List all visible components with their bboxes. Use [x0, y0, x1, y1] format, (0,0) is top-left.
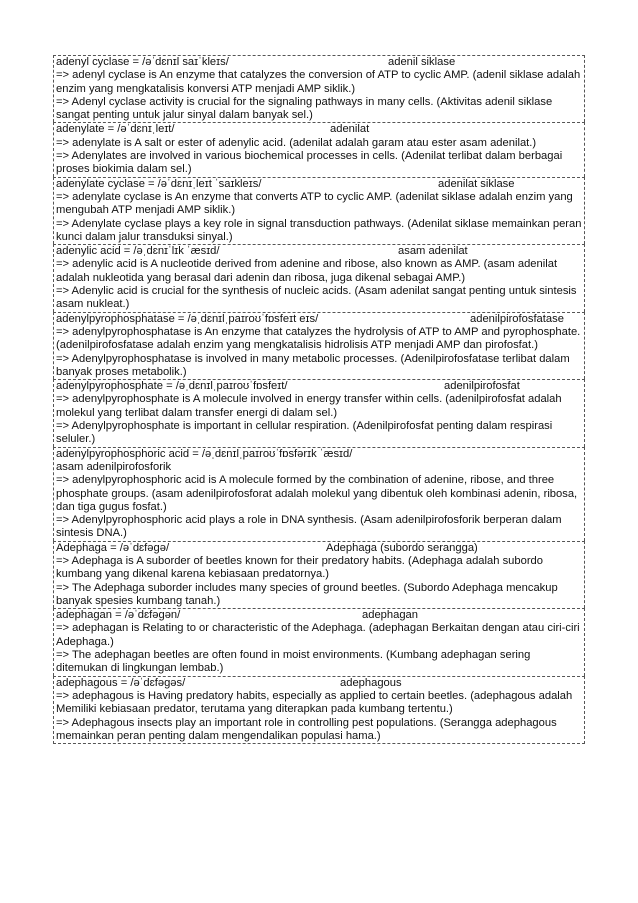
definition-text: => adenyl cyclase is An enzyme that catalyzes the conversion of ATP to cyclic AMP. (adenil siklase adalah enzim yang mengkatalisis konversi ATP menjadi AMP siklik.) [56, 69, 581, 95]
entry-header [56, 609, 582, 622]
glossary-entry [53, 312, 585, 379]
definition-text: => adenylpyrophosphatase is An enzyme that catalyzes the hydrolysis of ATP to AMP and pyrophosphate. (adenilpirofosfatase adalah enzim yang mengkatalisis hidrolisis ATP menjadi AMP dan pirofosfat.) [56, 325, 581, 352]
glossary-entry [53, 676, 585, 744]
translation-gloss: Adephaga (subordo serangga) [326, 541, 478, 554]
definition-text: => adenylate is A salt or ester of adenylic acid. (adenilat adalah garam atau ester asam adenilat.) [56, 136, 537, 149]
headword-pronunciation: adenylic acid = /əˌdɛnɪˈlɪk ˈæsɪd/ [56, 245, 220, 258]
entry-header [56, 313, 582, 326]
definition-text: => adenylic acid is A nucleotide derived from adenine and ribose, also known as AMP. (asam adenilat adalah nukleotida yang berasal dari adenin dan ribosa, juga dikenal sebagai AMP.) [56, 258, 558, 284]
glossary-entry [53, 122, 585, 176]
entry-header [56, 56, 582, 69]
translation-gloss: adenil siklase [388, 56, 456, 68]
definition-text: => adenylpyrophosphate is A molecule involved in energy transfer within cells. (adenilpirofosfat adalah molekul yang terlibat dalam transfer energi di dalam sel.) [56, 393, 562, 419]
entry-header [56, 178, 582, 191]
example-sentence: => The adephagan beetles are often found in moist environments. (Kumbang adephagan sering ditemukan di lingkungan lembab.) [56, 649, 531, 675]
example-sentence: => Adenylpyrophosphatase is involved in many metabolic processes. (Adenilpirofosfatase terlibat dalam banyak proses metabolik.) [56, 352, 570, 378]
glossary-sheet [53, 55, 585, 744]
example-sentence: => Adenylates are involved in various biochemical processes in cells. (Adenilat terlibat dalam berbagai proses biokimia dalam sel.) [56, 150, 563, 176]
headword-pronunciation: adenylpyrophosphate = /əˌdɛnɪlˌpaɪroʊˈfɒsfeɪt/ [56, 380, 288, 393]
definition-text: => adenylate cyclase is An enzyme that converts ATP to cyclic AMP. (adenilat siklase adalah enzim yang mengubah ATP menjadi AMP siklik.) [56, 190, 573, 217]
headword-pronunciation: adephagan = /əˈdɛfəgən/ [56, 609, 181, 622]
translation-gloss: adephagous [340, 676, 402, 689]
headword-pronunciation: adenylate = /əˈdɛnɪˌleɪt/ [56, 123, 175, 136]
entry-header [56, 123, 582, 136]
translation-gloss: asam adenilat [398, 245, 468, 258]
definition-text: => Adephaga is A suborder of beetles known for their predatory habits. (Adephaga adalah subordo kumbang yang dikenal karena kebiasaan predatornya.) [56, 554, 543, 581]
headword-pronunciation: adenylate cyclase = /əˈdɛnɪˌleɪt ˈsaɪkleɪs/ [56, 177, 262, 190]
translation-gloss: asam adenilpirofosforik [56, 460, 172, 473]
definition-text: => adephagan is Relating to or characteristic of the Adephaga. (adephagan Berkaitan dengan atau ciri-ciri Adephaga.) [56, 622, 580, 648]
example-sentence: => The Adephaga suborder includes many species of ground beetles. (Subordo Adephaga mencakup banyak spesies kumbang tanah.) [56, 581, 558, 607]
example-sentence: => Adenyl cyclase activity is crucial for the signaling pathways in many cells. (Aktivitas adenil siklase sangat penting untuk jalur sinyal dalam banyak sel.) [56, 95, 553, 122]
definition-text: => adephagous is Having predatory habits, especially as applied to certain beetles. (adephagous adalah Memiliki kebiasaan predator, terutama yang diterapkan pada kumbang tertentu.) [56, 689, 573, 716]
glossary-entry [53, 608, 585, 675]
headword-pronunciation: Adephaga = /əˈdɛfəgə/ [56, 541, 170, 554]
example-sentence: => Adenylate cyclase plays a key role in signal transduction pathways. (Adenilat siklase memainkan peran kunci dalam jalur transduksi sinyal.) [56, 217, 582, 243]
headword-pronunciation: adenylpyrophosphoric acid = /əˌdɛnɪlˌpaɪroʊˈfɒsfərɪk ˈæsɪd/ [56, 447, 353, 460]
glossary-entry [53, 55, 585, 122]
glossary-entry [53, 447, 585, 541]
example-sentence: => Adenylpyrophosphate is important in cellular respiration. (Adenilpirofosfat penting dalam respirasi seluler.) [56, 420, 553, 446]
example-sentence: => Adenylic acid is crucial for the synthesis of nucleic acids. (Asam adenilat sangat penting untuk sintesis asam nukleat.) [56, 285, 577, 311]
glossary-entry [53, 541, 585, 608]
translation-gloss: adenilat siklase [438, 177, 515, 190]
headword-pronunciation: adenylpyrophosphatase = /əˌdɛnɪlˌpaɪroʊˈfɒsfeɪt eɪs/ [56, 312, 319, 325]
glossary-entry [53, 177, 585, 244]
translation-gloss: adephagan [362, 609, 418, 622]
translation-gloss: adenilat [330, 123, 370, 136]
entry-header [56, 245, 582, 258]
example-sentence: => Adephagous insects play an important role in controlling pest populations. (Serangga adephagous memainkan peran penting dalam mengendalikan populasi hama.) [56, 716, 557, 742]
entry-header [56, 380, 582, 393]
headword-pronunciation: adenyl cyclase = /əˈdɛnɪl saɪˈkleɪs/ [56, 56, 229, 68]
glossary-entry [53, 379, 585, 446]
headword-pronunciation: adephagous = /əˈdɛfəgəs/ [56, 676, 186, 689]
glossary-entry [53, 244, 585, 311]
entry-header [56, 542, 582, 555]
example-sentence: => Adenylpyrophosphoric acid plays a role in DNA synthesis. (Asam adenilpirofosforik berperan dalam sintesis DNA.) [56, 514, 562, 540]
definition-text: => adenylpyrophosphoric acid is A molecule formed by the combination of adenine, ribose, and three phosphate groups. (asam adenilpirofosforat adalah molekul yang dibentuk oleh kombinasi adenin, ribosa, dan tiga gugus fosfat.) [56, 474, 578, 513]
translation-gloss: adenilpirofosfat [444, 380, 520, 393]
entry-header [56, 677, 582, 690]
entry-header [56, 448, 582, 475]
translation-gloss: adenilpirofosfatase [470, 312, 564, 325]
